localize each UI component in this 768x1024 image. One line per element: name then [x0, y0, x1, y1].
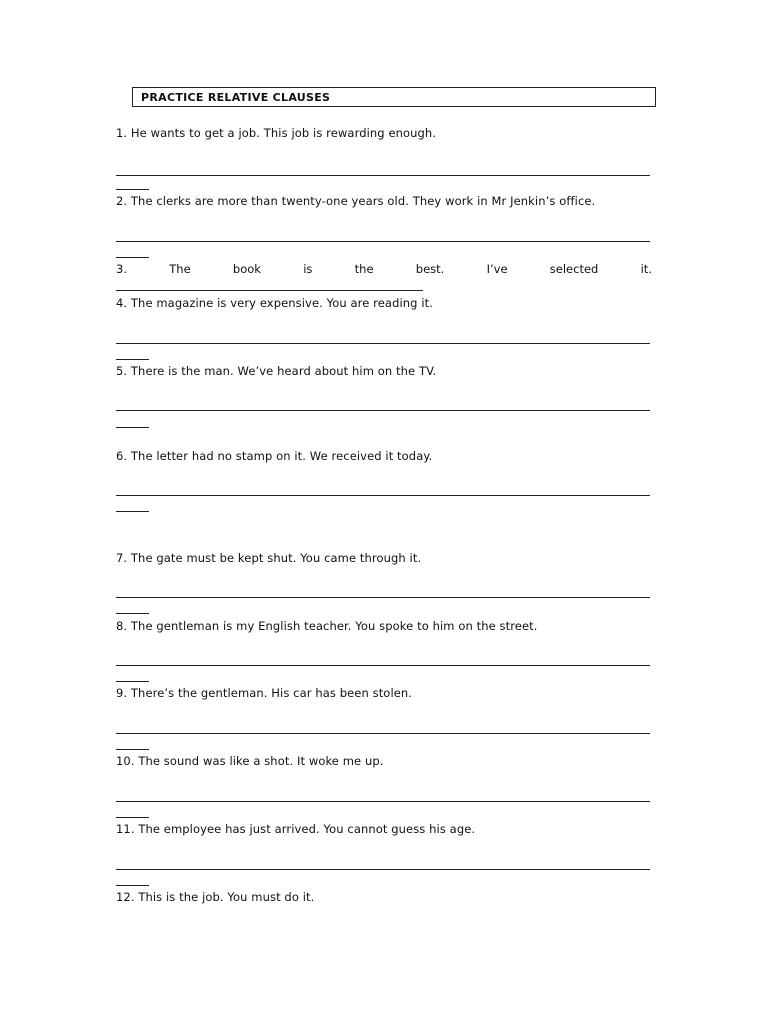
- question-3-word: selected: [549, 262, 599, 276]
- answer-line-8-continued[interactable]: [116, 681, 149, 682]
- answer-line-5[interactable]: [116, 410, 650, 411]
- question-12: 12. This is the job. You must do it.: [116, 890, 315, 904]
- question-3-word: the: [354, 262, 374, 276]
- worksheet-title: PRACTICE RELATIVE CLAUSES: [141, 91, 331, 104]
- answer-line-8[interactable]: [116, 665, 650, 666]
- answer-line-7-continued[interactable]: [116, 613, 149, 614]
- answer-line-4[interactable]: [116, 343, 650, 344]
- question-3-word: I’ve: [486, 262, 508, 276]
- answer-line-10[interactable]: [116, 801, 650, 802]
- question-3-word: is: [303, 262, 313, 276]
- question-3: [116, 262, 652, 276]
- answer-line-1-continued[interactable]: [116, 189, 149, 190]
- question-7: 7. The gate must be kept shut. You came through it.: [116, 551, 422, 565]
- question-3-word: 3.: [116, 262, 127, 276]
- answer-line-7[interactable]: [116, 597, 650, 598]
- answer-line-1[interactable]: [116, 175, 650, 176]
- answer-line-3[interactable]: [116, 290, 423, 291]
- answer-line-11-continued[interactable]: [116, 885, 149, 886]
- answer-line-9-continued[interactable]: [116, 749, 149, 750]
- title-box: [132, 87, 656, 107]
- answer-line-9[interactable]: [116, 733, 650, 734]
- question-10: 10. The sound was like a shot. It woke me up.: [116, 754, 384, 768]
- question-3-word: The: [169, 262, 191, 276]
- question-9: 9. There’s the gentleman. His car has been stolen.: [116, 686, 413, 700]
- answer-line-5-continued[interactable]: [116, 427, 149, 428]
- question-6: 6. The letter had no stamp on it. We received it today.: [116, 449, 433, 463]
- question-3-word: it.: [640, 262, 652, 276]
- answer-line-2-continued[interactable]: [116, 257, 149, 258]
- question-5: 5. There is the man. We’ve heard about him on the TV.: [116, 364, 437, 378]
- answer-line-10-continued[interactable]: [116, 817, 149, 818]
- question-8: 8. The gentleman is my English teacher. You spoke to him on the street.: [116, 619, 538, 633]
- question-1: 1. He wants to get a job. This job is rewarding enough.: [116, 126, 437, 140]
- answer-line-2[interactable]: [116, 241, 650, 242]
- question-2: 2. The clerks are more than twenty-one years old. They work in Mr Jenkin’s office.: [116, 194, 596, 208]
- answer-line-11[interactable]: [116, 869, 650, 870]
- question-4: 4. The magazine is very expensive. You are reading it.: [116, 296, 433, 310]
- question-3-word: book: [232, 262, 261, 276]
- answer-line-4-continued[interactable]: [116, 359, 149, 360]
- answer-line-6-continued[interactable]: [116, 511, 149, 512]
- answer-line-6[interactable]: [116, 495, 650, 496]
- question-3-word: best.: [415, 262, 445, 276]
- question-11: 11. The employee has just arrived. You cannot guess his age.: [116, 822, 476, 836]
